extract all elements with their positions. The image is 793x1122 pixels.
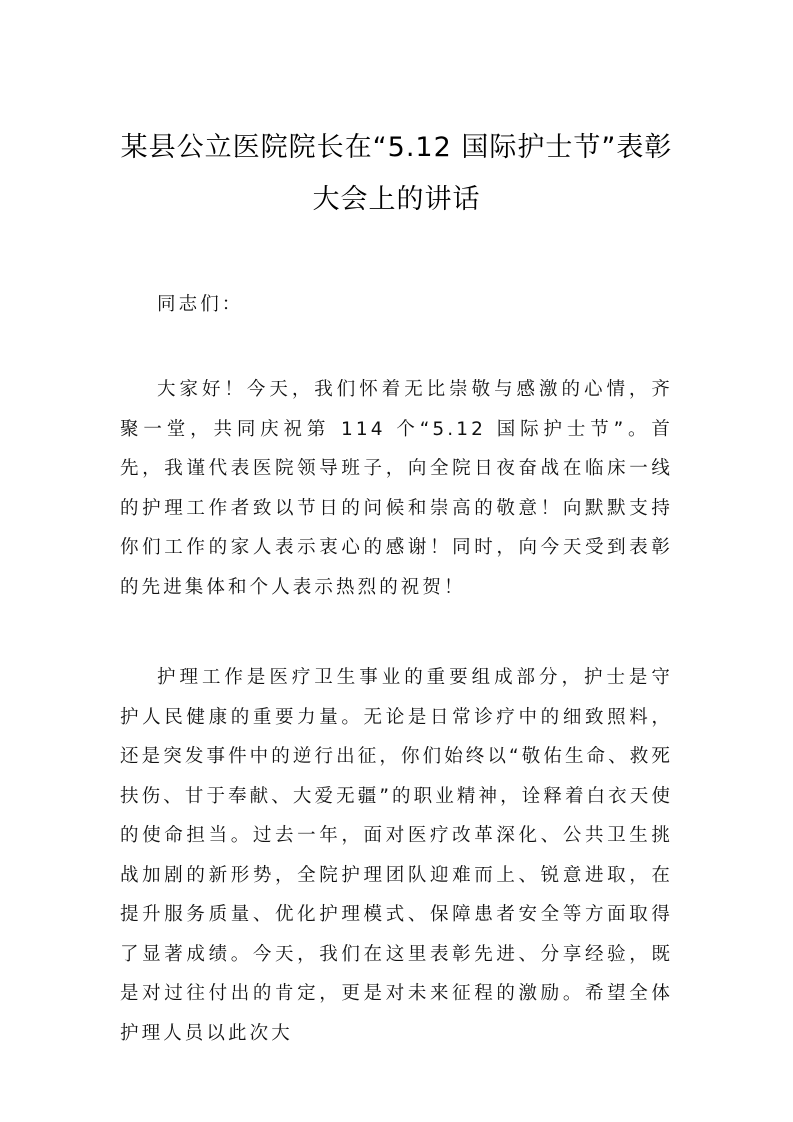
- paragraph-2: [120, 658, 673, 1053]
- paragraph-text: 大家好！今天，我们怀着无比崇敬与感激的心情，齐聚一堂，共同庆祝第 114 个“5.12 国际护士节”。首先，我谨代表医院领导班子，向全院日夜奋战在临床一线的护理工作者致以节日的问候和崇高的敬意！向默默支持你们工作的家人表示衷心的感谢！同时，向今天受到表彰的先进集体和个人表示热烈的祝贺！: [120, 379, 673, 598]
- paragraph-1: [120, 370, 673, 607]
- greeting: [120, 285, 673, 325]
- document-title: 某县公立医院院长在“5.12 国际护士节”表彰大会上的讲话: [120, 132, 673, 215]
- greeting-text: 同志们：: [157, 294, 244, 315]
- paragraph-text: 护理工作是医疗卫生事业的重要组成部分，护士是守护人民健康的重要力量。无论是日常诊疗中的细致照料，还是突发事件中的逆行出征，你们始终以“敬佑生命、救死扶伤、甘于奉献、大爱无疆”的职业精神，诠释着白衣天使的使命担当。过去一年，面对医疗改革深化、公共卫生挑战加剧的新形势，全院护理团队迎难而上、锐意进取，在提升服务质量、优化护理模式、保障患者安全等方面取得了显著成绩。今天，我们在这里表彰先进、分享经验，既是对过往付出的肯定，更是对未来征程的激励。希望全体护理人员以此次大: [120, 667, 673, 1044]
